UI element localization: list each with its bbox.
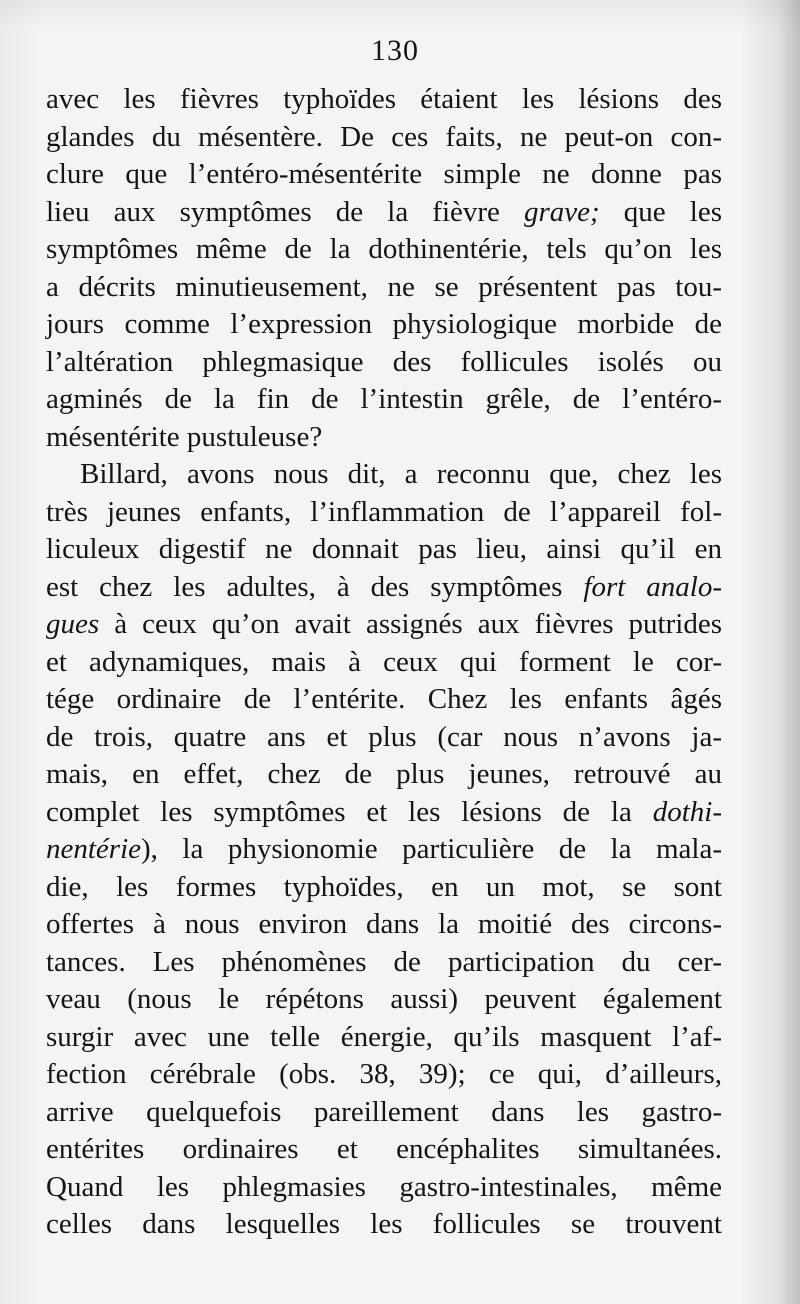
text-line (46, 1019, 722, 1057)
text-line (46, 756, 722, 794)
text-segment: complet les symptômes et les lésions de la (46, 795, 653, 828)
text-segment: celles dans lesquelles les follicules se trouvent (46, 1208, 722, 1240)
text-line (46, 794, 722, 832)
italic-text: nentérie (46, 833, 142, 865)
text-segment: clure que l’entéro-mésentérite simple ne donne pas (46, 158, 722, 190)
text-segment: fection cérébrale (obs. 38, 39); ce qui, d’ailleurs, (46, 1058, 722, 1090)
text-segment: entérites ordinaires et encéphalites simultanées. (46, 1133, 722, 1165)
text-line (46, 81, 722, 119)
text-segment: jours comme l’expression physiologique morbide de (46, 308, 722, 340)
text-line (46, 681, 722, 719)
text-line (46, 981, 722, 1019)
text-segment: mais, en effet, chez de plus jeunes, retrouvé au (46, 758, 722, 790)
text-segment: liculeux digestif ne donnait pas lieu, ainsi qu’il en (46, 533, 722, 565)
text-segment: die, les formes typhoïdes, en un mot, se sont (46, 870, 722, 903)
text-line (46, 1169, 722, 1207)
text-segment: veau (nous le répétons aussi) peuvent également (46, 983, 722, 1015)
text-line (46, 269, 722, 307)
text-segment: symptômes même de la dothinentérie, tels qu’on les (46, 233, 722, 265)
text-segment: que les (599, 195, 722, 228)
text-line (46, 344, 722, 382)
text-segment: avec les fièvres typhoïdes étaient les lésions des (46, 83, 722, 115)
text-segment: très jeunes enfants, l’inflammation de l’appareil fol- (46, 495, 722, 528)
text-line (46, 231, 722, 269)
text-segment: mésentérite pustuleuse? (46, 420, 323, 453)
text-segment: Billard, avons nous dit, a reconnu que, chez les (80, 458, 722, 490)
text-line (46, 906, 722, 944)
italic-text: dothi- (652, 795, 722, 828)
text-line (46, 569, 722, 607)
text-segment: ), la physionomie particulière de la mala- (141, 833, 722, 865)
text-segment: et adynamiques, mais à ceux qui forment le cor- (46, 645, 722, 678)
text-segment: lieu aux symptômes de la fièvre (46, 195, 525, 228)
text-line (46, 194, 722, 232)
text-line (46, 531, 722, 569)
text-line (46, 1131, 722, 1169)
italic-text: fort analo- (583, 570, 722, 603)
text-line (46, 381, 722, 419)
text-line (46, 719, 722, 757)
text-segment: l’altération phlegmasique des follicules isolés ou (46, 345, 722, 378)
text-segment: est chez les adultes, à des symptômes (46, 570, 584, 603)
text-line (46, 606, 722, 644)
page-number: 130 (371, 34, 419, 67)
text-segment: tances. Les phénomènes de participation du cer- (46, 945, 722, 978)
text-line (46, 494, 722, 532)
text-segment: de trois, quatre ans et plus (car nous n’avons ja- (46, 720, 722, 753)
text-line (46, 831, 722, 869)
text-line (46, 156, 722, 194)
text-line (46, 1094, 722, 1132)
text-segment: Quand les phlegmasies gastro-intestinales, même (46, 1170, 722, 1203)
text-line (46, 456, 722, 494)
text-segment: agminés de la fin de l’intestin grêle, de l’entéro- (46, 383, 722, 415)
text-line (46, 869, 722, 907)
text-segment: arrive quelquefois pareillement dans les gastro- (46, 1095, 722, 1128)
text-line (46, 1206, 722, 1244)
italic-text: grave; (524, 195, 600, 228)
text-line (46, 419, 722, 457)
text-segment: surgir avec une telle énergie, qu’ils masquent l’af- (46, 1020, 722, 1053)
text-segment: offertes à nous environ dans la moitié des circons- (46, 908, 722, 940)
text-segment: tége ordinaire de l’entérite. Chez les enfants âgés (46, 683, 722, 715)
text-segment: a décrits minutieusement, ne se présentent pas tou- (46, 270, 722, 303)
text-segment: à ceux qu’on avait assignés aux fièvres putrides (99, 608, 722, 640)
text-line (46, 1056, 722, 1094)
body-text (46, 81, 722, 1244)
italic-text: gues (46, 608, 100, 640)
text-line (46, 306, 722, 344)
text-segment: glandes du mésentère. De ces faits, ne peut-on con- (46, 120, 722, 153)
text-line (46, 944, 722, 982)
text-line (46, 119, 722, 157)
text-line (46, 644, 722, 682)
